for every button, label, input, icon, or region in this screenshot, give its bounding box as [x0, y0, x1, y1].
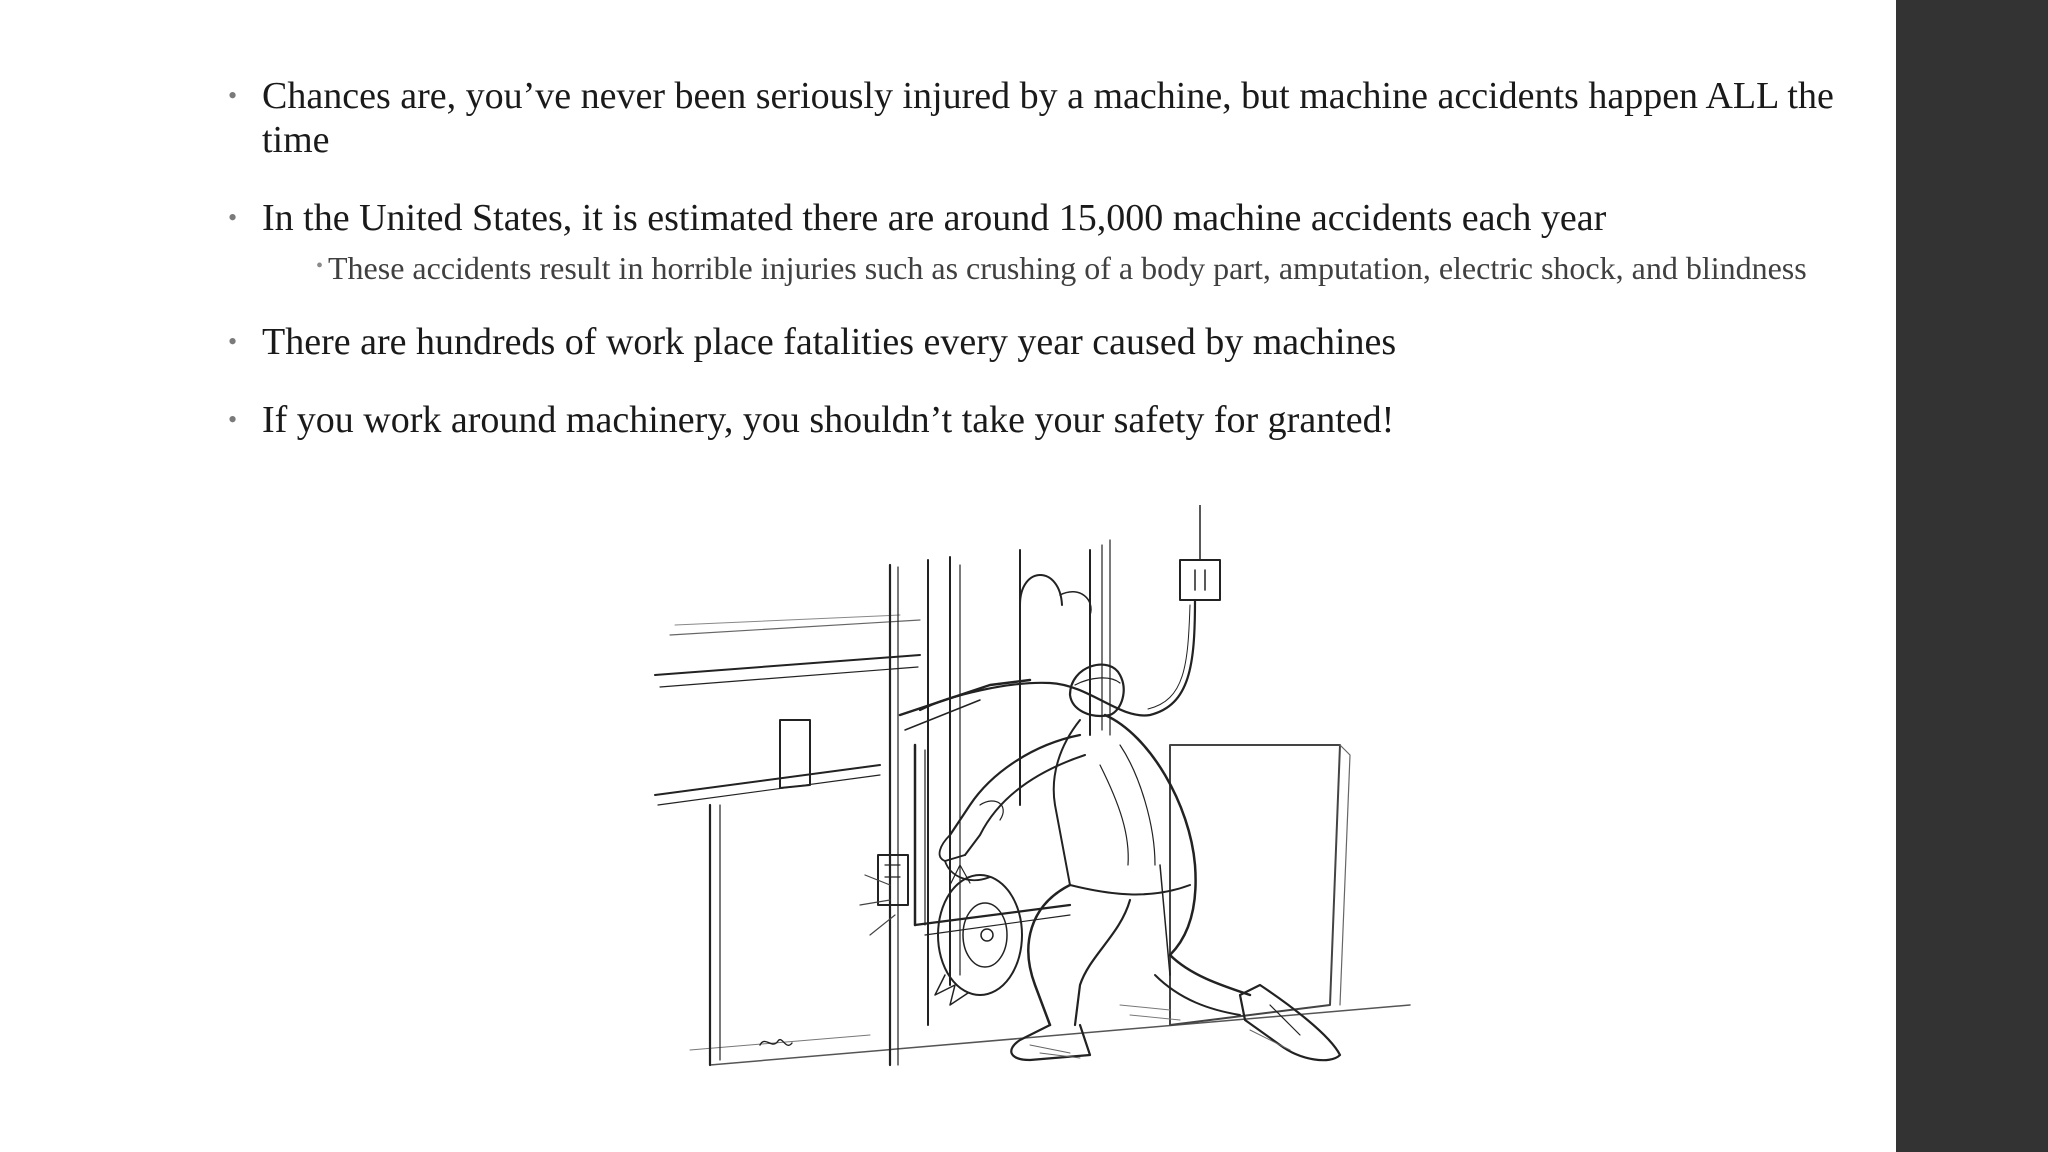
bullet-item	[222, 320, 1882, 364]
bullet-dot: •	[228, 81, 238, 110]
sub-bullet-item	[262, 250, 1882, 286]
sub-bullet-dot: •	[316, 255, 324, 277]
sub-bullet-text: These accidents result in horrible injuries such as crushing of a body part, amputation, electric shock, and blindness	[328, 250, 1807, 286]
bullet-item	[222, 196, 1882, 286]
bullet-text: Chances are, you’ve never been seriously injured by a machine, but machine accidents happen ALL the time	[262, 75, 1834, 161]
bullet-dot: •	[228, 405, 238, 434]
machine-accident-illustration	[650, 505, 1470, 1085]
bullet-dot: •	[228, 203, 238, 232]
bullet-dot: •	[228, 327, 238, 356]
bullet-text: If you work around machinery, you shouldn’t take your safety for granted!	[262, 399, 1395, 441]
bullet-item	[222, 398, 1882, 442]
bullet-text: In the United States, it is estimated there are around 15,000 machine accidents each year	[262, 197, 1607, 239]
side-band	[1896, 0, 2048, 1152]
bullet-text: There are hundreds of work place fatalities every year caused by machines	[262, 321, 1397, 363]
bullet-item	[222, 74, 1882, 162]
sub-bullet-list	[262, 250, 1882, 286]
bullet-list	[222, 74, 1882, 476]
